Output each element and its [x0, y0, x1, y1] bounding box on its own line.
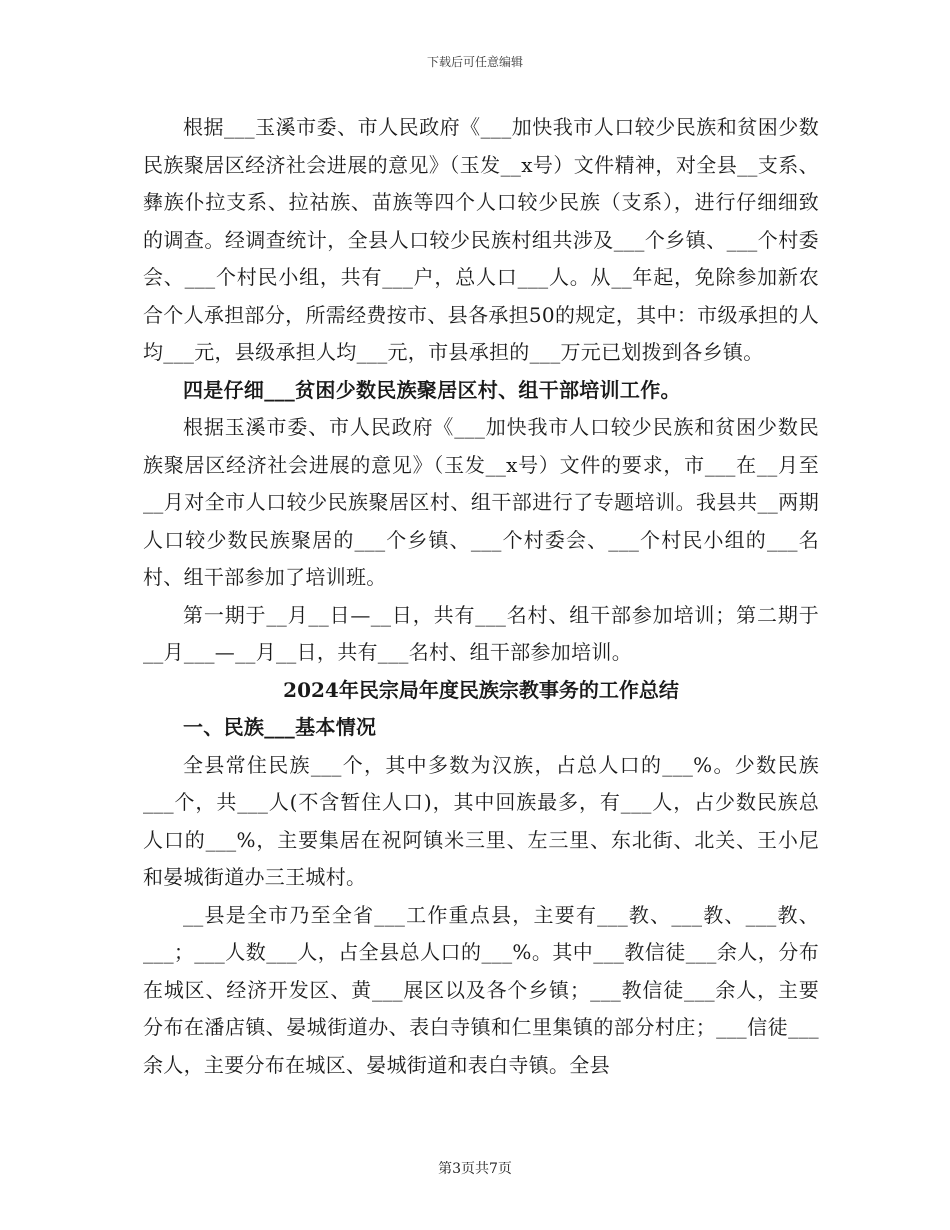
document-body	[143, 109, 819, 1084]
page-footer: 第3页共7页	[438, 1161, 512, 1177]
section-title: 2024年民宗局年度民族宗教事务的工作总结	[283, 677, 679, 702]
paragraph-sessions: 第一期于__月__日—__日，共有___名村、组干部参加培训；第二期于__月___—__月__日，共有___名村、组干部参加培训。	[143, 602, 819, 664]
heading-training: 四是仔细___贫困少数民族聚居区村、组干部培训工作。	[183, 377, 681, 402]
paragraph-survey: 根据___玉溪市委、市人民政府《___加快我市人口较少民族和贫困少数民族聚居区经济社会进展的意见》（玉发__x号）文件精神，对全县__支系、彝族仆拉支系、拉祜族、苗族等四个人口较少民族（支系），进行仔细细致的调查。经调查统计，全县人口较少民族村组共涉及___个乡镇、___个村委会、___个村民小组，共有___户，总人口___人。从__年起，免除参加新农合个人承担部分，所需经费按市、县各承担50的规定，其中：市级承担的人均___元，县级承担人均___元，市县承担的___万元已划拨到各乡镇。	[143, 115, 819, 364]
heading-basic-info: 一、民族___基本情况	[183, 715, 377, 739]
header-note: 下载后可任意编辑	[426, 55, 523, 69]
paragraph-ethnic-population: 全县常住民族___个，其中多数为汉族，占总人口的___%。少数民族___个，共___人(不含暂住人口)，其中回族最多，有___人，占少数民族总人口的___%，主要集居在祝阿镇米三里、左三里、东北街、北关、王小尼和晏城街道办三王城村。	[143, 752, 819, 889]
paragraph-training: 根据玉溪市委、市人民政府《___加快我市人口较少民族和贫困少数民族聚居区经济社会进展的意见》（玉发__x号）文件的要求，市___在__月至__月对全市人口较少民族聚居区村、组干部进行了专题培训。我县共__两期人口较少数民族聚居的___个乡镇、___个村委会、___个村民小组的___名村、组干部参加了培训班。	[143, 415, 819, 589]
paragraph-religion: __县是全市乃至全省___工作重点县，主要有___教、___教、___教、___；___人数___人，占全县总人口的___%。其中___教信徒___余人，分布在城区、经济开发区、黄___展区以及各个乡镇；___教信徒___余人，主要分布在潘店镇、晏城街道办、表白寺镇和仁里集镇的部分村庄；___信徒___余人，主要分布在城区、晏城街道和表白寺镇。全县	[143, 902, 819, 1077]
